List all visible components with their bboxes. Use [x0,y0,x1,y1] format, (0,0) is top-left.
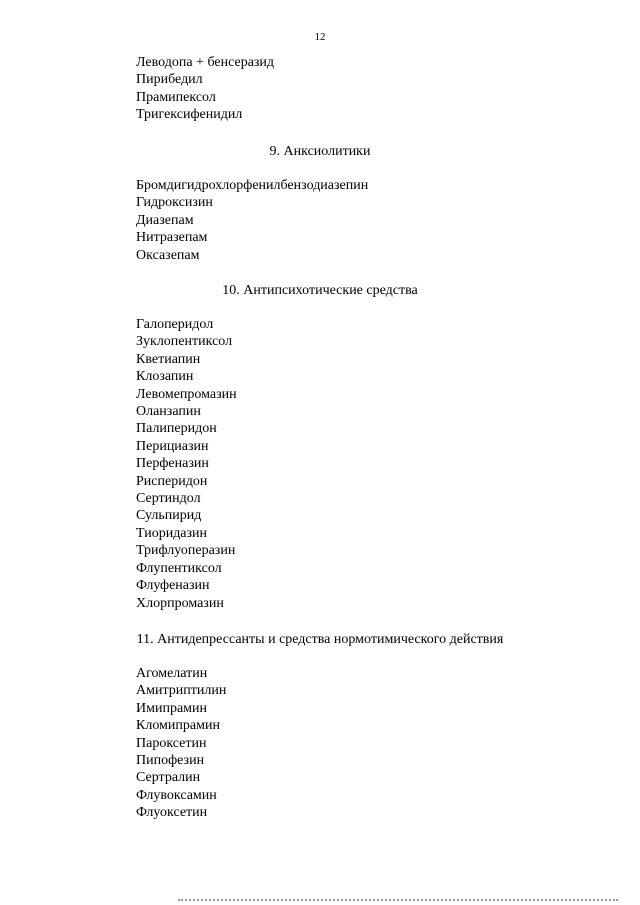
list-item: Галоперидол [136,317,214,332]
antidepressants-list [136,665,226,822]
list-item: Флуфеназин [136,578,210,594]
list-item: Пипофезин [136,753,205,769]
list-item: Диазепам [136,212,194,228]
list-item: Пароксетин [136,735,207,751]
list-item: Сертралин [136,770,201,786]
list-item: Флувоксамин [136,787,217,803]
list-item: Палиперидон [136,421,217,437]
list-item: Нитразепам [136,230,208,246]
list-item: Имипрамин [136,700,208,716]
section-heading-anxiolytics: 9. Анксиолитики [269,144,371,159]
list-item: Агомелатин [136,666,208,681]
list-item: Сертиндол [136,491,201,507]
page-number: 12 [314,31,326,43]
list-item: Флупентиксол [136,560,222,576]
list-item: Трифлуоперазин [136,543,236,559]
list-item: Тригексифенидил [136,107,243,123]
list-item: Хлорпромазин [136,595,224,611]
list-item: Оланзапин [136,404,201,420]
list-item: Левомепромазин [136,386,237,402]
list-item: Бромдигидрохлорфенилбензодиазепин [136,178,369,193]
continued-list [136,54,274,124]
list-item: Сульпирид [136,508,202,524]
list-item: Амитриптилин [136,683,227,699]
anxiolytics-list [136,177,368,264]
antipsychotics-list [136,316,237,612]
list-item: Пирибедил [136,72,203,88]
section-heading-antidepressants: 11. Антидепрессанты и средства нормотимического действия [136,632,504,647]
list-item: Зуклопентиксол [136,334,233,350]
footer-line-fragment [178,899,618,901]
list-item: Гидроксизин [136,195,213,211]
section-heading-antipsychotics: 10. Антипсихотические средства [222,283,418,298]
list-item: Тиоридазин [136,525,208,541]
list-item: Перфеназин [136,456,209,472]
list-item: Рисперидон [136,473,208,489]
list-item: Кломипрамин [136,718,220,734]
list-item: Оксазепам [136,247,200,263]
list-item: Кветиапин [136,351,201,367]
list-item: Флуоксетин [136,805,208,821]
list-item: Перициазин [136,438,209,454]
list-item: Леводопа + бенсеразид [136,55,275,70]
list-item: Клозапин [136,369,194,385]
list-item: Прамипексол [136,89,216,105]
